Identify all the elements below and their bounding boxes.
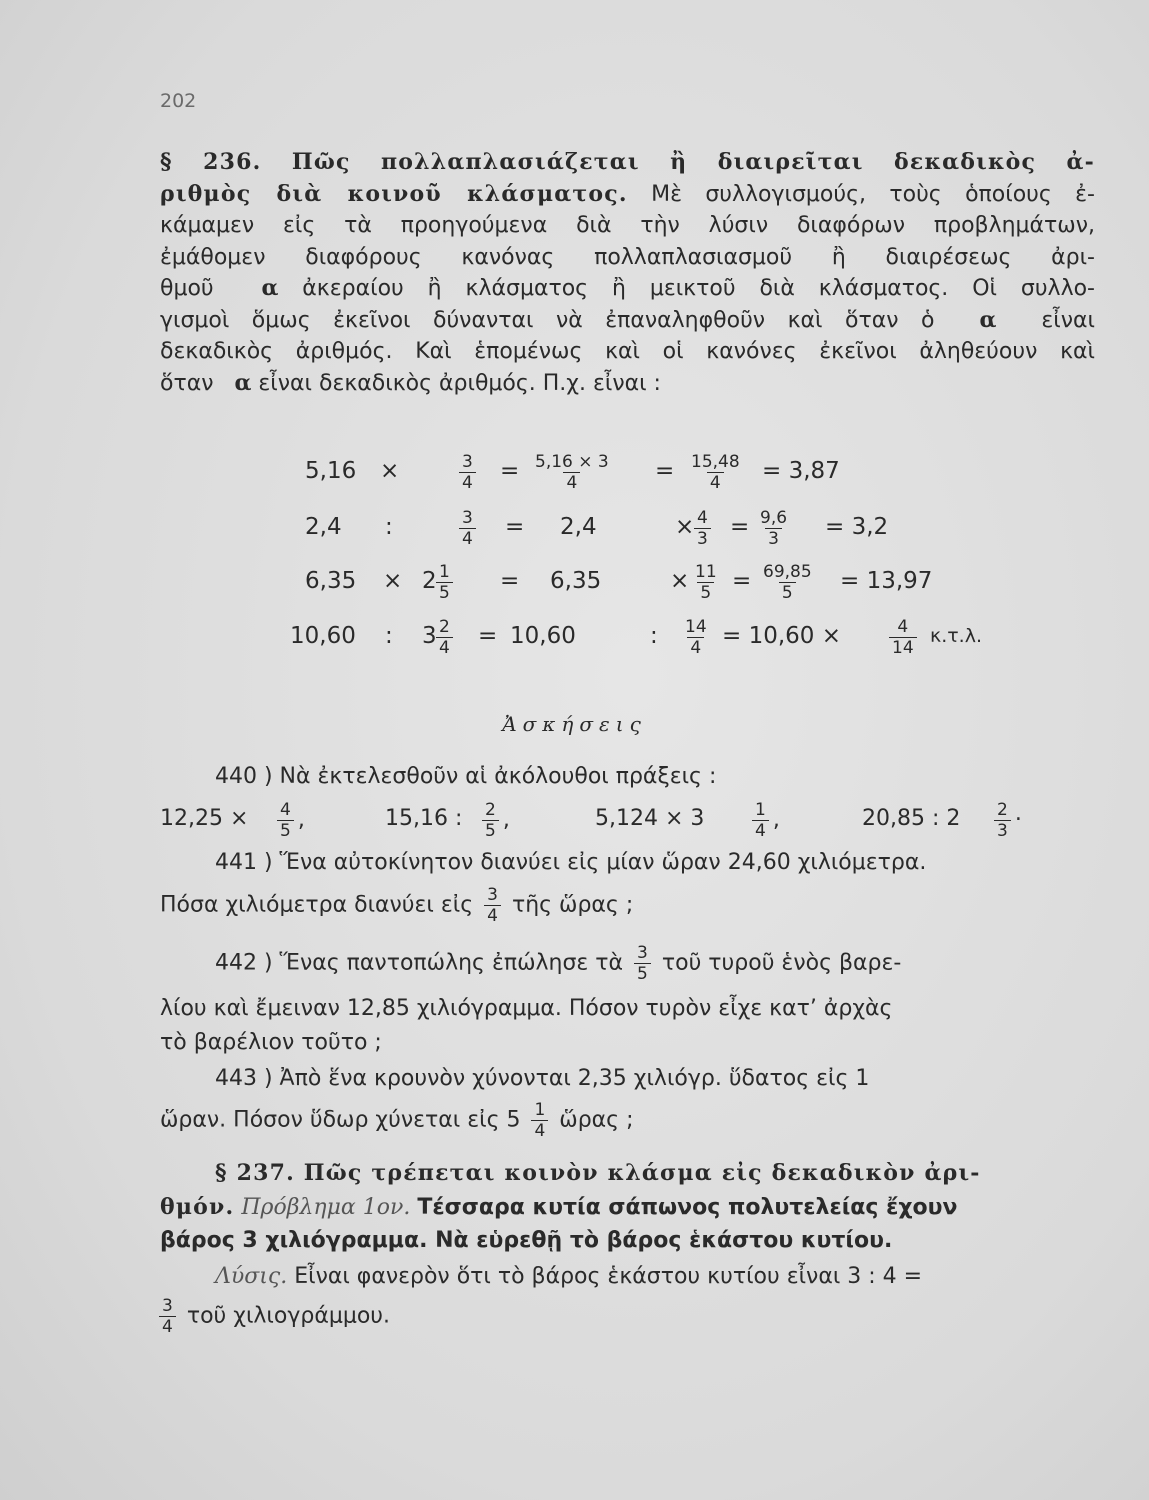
fraction [436,617,453,658]
section-237-line-3: βάρος 3 χιλιόγραμμα. Νὰ εὑρεθῇ τὸ βάρος ἑκάστου κυτίου. [160,1228,893,1253]
text-run: γισμοὶ ὅμως ἐκεῖνοι δύνανται νὰ ἐπαναληφθοῦν καὶ ὅταν ὁ [160,307,935,333]
numerator: 1 [439,562,450,582]
operator: × [383,568,403,594]
denominator: 4 [531,1120,548,1141]
denominator: 5 [436,582,453,603]
operand: 2,4 [305,514,342,540]
numerator: 4 [897,617,909,637]
text-run: Πόσα χιλιόμετρα διανύει εἰς [160,892,474,918]
result: = 13,97 [840,568,933,594]
solution-label: Λύσις. [215,1264,288,1289]
fraction [159,1296,176,1337]
fraction [459,452,476,493]
text-run: Εἶναι φανερὸν ὅτι τὸ βάρος ἑκάστου κυτίου εἶναι 3 : 4 = [294,1264,923,1289]
fraction [889,617,917,658]
operator: × [670,568,690,594]
text-run: θμοῦ [160,276,214,301]
text-run: τῆς ὥρας ; [511,892,634,918]
numerator: 2 [485,800,496,820]
text-line [160,368,1095,400]
exercise-443-line-1: 443 ) Ἀπὸ ἕνα κρουνὸν χύνονται 2,35 χιλιόγρ. ὕδατος εἰς 1 [215,1066,870,1091]
problem-text: Τέσσαρα κυτία σάπωνος πολυτελείας ἔχουν [417,1195,958,1220]
variable-alpha: α [234,369,252,396]
text-run: 442 ) Ἕνας παντοπώλης ἐπώλησε τὰ [215,950,624,976]
text-line: δεκαδικὸς ἀριθμός. Καὶ ἑπομένως καὶ οἱ κανόνες ἐκεῖνοι ἀληθεύουν καὶ [160,339,1095,364]
fraction [757,508,790,549]
text-run: ὥρας ; [559,1107,634,1133]
text-line: κάμαμεν εἰς τὰ προηγούμενα διὰ τὴν λύσιν διαφόρων προβλημάτων, [160,213,1095,238]
text-line: ἐμάθομεν διαφόρους κανόνας πολλαπλασιασμοῦ ἢ διαιρέσεως ἀρι- [160,244,1095,270]
numerator: 3 [637,943,648,963]
denominator: 3 [694,528,711,549]
numerator: 3 [162,1296,173,1316]
operand: 5,16 [305,458,357,484]
fraction [634,943,651,984]
numerator: 5,16 × 3 [535,452,609,472]
text-line [160,273,1095,305]
operand: 10,60 [510,623,576,649]
exercise-442-line-1 [215,943,901,984]
numerator: 69,85 [763,562,812,582]
denominator: 3 [994,820,1011,841]
numerator: 15,48 [691,452,740,472]
denominator: 4 [436,637,453,658]
text-line [160,305,1095,337]
numerator: 3 [462,508,473,528]
fraction [994,800,1011,841]
fraction [459,508,476,549]
variable-alpha: α [979,306,997,333]
denominator: 5 [482,820,499,841]
page-number: 202 [160,90,197,112]
fraction [682,617,710,658]
operand: 10,60 [290,623,356,649]
numerator: 11 [695,562,717,582]
expression: 15,16 : [385,806,463,831]
exercise-441-line-2 [160,885,633,926]
section-237-line-2 [160,1194,957,1220]
numerator: 3 [462,452,473,472]
numerator: 1 [534,1100,546,1120]
fraction [531,1100,548,1141]
text-run: εἶναι [1018,307,1095,333]
etc-abbrev: κ.τ.λ. [930,625,982,647]
expression: 20,85 : 2 [862,806,961,831]
operator: : [650,623,658,649]
fraction [694,508,711,549]
denominator: 14 [889,637,917,658]
numerator: 4 [280,800,291,820]
denominator: 5 [779,582,796,603]
fraction [532,452,612,493]
operator: × [675,514,695,540]
exercise-441-line-1: 441 ) Ἕνα αὐτοκίνητον διανύει εἰς μίαν ὥραν 24,60 χιλιόμετρα. [215,850,927,875]
denominator: 4 [752,820,769,841]
numerator: 9,6 [760,508,788,528]
denominator: 4 [687,637,704,658]
numerator: 2 [439,617,450,637]
exercise-440-intro: 440 ) Νὰ ἐκτελεσθοῦν αἱ ἀκόλουθοι πράξεις : [215,764,717,789]
text-run: εἶναι δεκαδικὸς ἀριθμός. Π.χ. εἶναι : [251,370,661,396]
text-run: Μὲ συλλογισμούς, τοὺς ὁποίους ἐ- [627,181,1095,207]
text-run: τοῦ χιλιογράμμου. [186,1303,390,1329]
numerator: 1 [755,800,766,820]
denominator: 4 [459,528,476,549]
solution-line [215,1264,922,1289]
operator: : [385,514,393,540]
numerator: 3 [487,885,498,905]
operand: 6,35 [305,568,357,594]
text-run: ὅταν [160,370,214,396]
section-236-title-line-2: ριθμὸς διὰ κοινοῦ κλάσματος. [160,180,628,207]
exercise-443-line-2 [160,1100,634,1141]
operand: = 10,60 × [722,623,842,649]
denominator: 5 [277,820,294,841]
exercise-442-line-2: λίου καὶ ἔμειναν 12,85 χιλιόγραμμα. Πόσον τυρὸν εἶχε κατ’ ἀρχὰς [160,996,893,1021]
denominator: 3 [765,528,782,549]
fraction [688,452,743,493]
fraction [436,562,453,603]
section-236-title-line-1: § 236. Πῶς πολλαπλασιάζεται ἢ διαιρεῖται δεκαδικὸς ἀ- [160,149,1095,175]
section-237-title-line-1: § 237. Πῶς τρέπεται κοινὸν κλάσμα εἰς δεκαδικὸν ἀρι- [215,1160,981,1186]
fraction [484,885,501,926]
text-line [160,179,1095,211]
problem-label: Πρόβλημα 1ον. [241,1195,411,1220]
fraction [482,800,499,841]
denominator: 4 [159,1316,176,1337]
result: = 3,87 [762,458,840,484]
operator: × [380,458,400,484]
whole-part: 2 [422,568,437,594]
whole-part: 3 [422,623,437,649]
numerator: 2 [997,800,1008,820]
result: = 3,2 [825,514,889,540]
denominator: 4 [707,472,724,493]
denominator: 4 [484,905,501,926]
numerator: 4 [697,508,708,528]
text-run: τοῦ τυροῦ ἑνὸς βαρε- [661,950,902,976]
text-run: ὥραν. Πόσον ὕδωρ χύνεται εἰς 5 [160,1107,521,1133]
fraction [760,562,815,603]
book-page: 202 § 236. Πῶς πολλαπλασιάζεται ἢ διαιρεῖται δεκαδικὸς ἀ- ριθμὸς διὰ κοινοῦ κλάσματος. Μὲ συλλογισμούς, τοὺς ὁποίους ἐ- κάμαμεν εἰς τὰ προηγούμενα διὰ τὴν λύσιν διαφόρων προβλημάτων, ἐμάθομεν διαφόρους κανόνας πολλαπλασιασμοῦ ἢ διαιρέσεως ἀρι- θμοῦ α ἀκεραίου ἢ κλάσματος ἢ μεικτοῦ διὰ κλάσματος. Οἱ συλλο- γισμοὶ ὅμως ἐκεῖνοι δύνανται νὰ ἐπαναληφθοῦν καὶ ὅταν ὁ α εἶναι δεκαδικὸς ἀριθμός. Καὶ ἑπομένως καὶ οἱ κανόνες ἐκεῖνοι ἀληθεύουν καὶ ὅταν α εἶναι δεκαδικὸς ἀριθμός. Π.χ. εἶναι : 5,16 × $\frac{3}{4}$ = $\frac{5,16 \times 3}{4}$ = $\frac{15,48}{4}$ = 3,87 2,4 : $\frac{3}{4}$ = 2,4 × $\frac{4}{3}$ = $\frac{9,6}{3}$ = 3,2 6,35 × 2 $\frac{1}{5}$ = 6,35 × $\frac{11}{5}$ = $\frac{69,85}{5}$ = 13,97 10,60 : 3 $\frac{2}{4}$ = 10,60 : $\frac{14}{4}$ = 10,60 × $\frac{4}{14}$ κ.τ.λ. Ἀσκήσεις 440 ) Νὰ ἐκτελεσθοῦν αἱ ἀκόλουθοι πράξεις : 12,25 × $\frac{4}{5}$ , 15,16 : $\frac{2}{5}$ , 5,124 × 3 $\frac{1}{4}$ , 20,85 : 2 $\frac{2}{3}$ · 441 ) Ἕνα αὐτοκίνητον διανύει εἰς μίαν ὥραν 24,60 χιλιόμετρα. Πόσα χιλιόμετρα διανύει εἰς $\frac{3}{4}$ τῆς ὥρας ; 442 ) Ἕνας παντοπώλης ἐπώλησε τὰ $\frac{3}{5}$ τοῦ τυροῦ ἑνὸς βαρε- λίου καὶ ἔμειναν 12,85 χιλιόγραμμα. Πόσον τυρὸν εἶχε κατ’ ἀρχὰς τὸ βαρέλιον τοῦτο ; 443 ) Ἀπὸ ἕνα κρουνὸν χύνονται 2,35 χιλιόγρ. ὕδατος εἰς 1 ὥραν. Πόσον ὕδωρ χύνεται εἰς 5 $\frac{1}{4}$ ὥρας ; § 237. Πῶς τρέπεται κοινὸν κλάσμα εἰς δεκαδικὸν ἀρι- θμόν. Πρόβλημα 1ον. Τέσσαρα κυτία σάπωνος πολυτελείας ἔχουν βάρος 3 χιλιόγραμμα. Νὰ εὑρεθῇ τὸ βάρος ἑκάστου κυτίου. Λύσις. Εἶναι φανερὸν ὅτι τὸ βάρος ἑκάστου κυτίου εἶναι 3 : 4 = $\frac{3}{4}$ τοῦ χιλιογράμμου. [0,0,1149,1500]
operand: 2,4 [560,514,597,540]
denominator: 5 [634,963,651,984]
numerator: 14 [685,617,707,637]
fraction [752,800,769,841]
section-237-title-line-2: θμόν. [160,1194,235,1220]
exercises-heading: Ἀσκήσεις [502,712,647,736]
exercise-442-line-3: τὸ βαρέλιον τοῦτο ; [160,1030,382,1055]
expression: 5,124 × 3 [595,806,705,831]
denominator: 4 [563,472,580,493]
text-run: ἀκεραίου ἢ κλάσματος ἢ μεικτοῦ διὰ κλάσματος. Οἱ συλλο- [278,276,1095,301]
fraction [277,800,294,841]
expression: 12,25 × [160,806,249,831]
operator: : [385,623,393,649]
operand: 6,35 [550,568,602,594]
section-236 [160,147,1095,399]
fraction [692,562,720,603]
solution-line-2 [155,1296,390,1337]
variable-alpha: α [261,275,279,301]
denominator: 5 [697,582,714,603]
denominator: 4 [459,472,476,493]
